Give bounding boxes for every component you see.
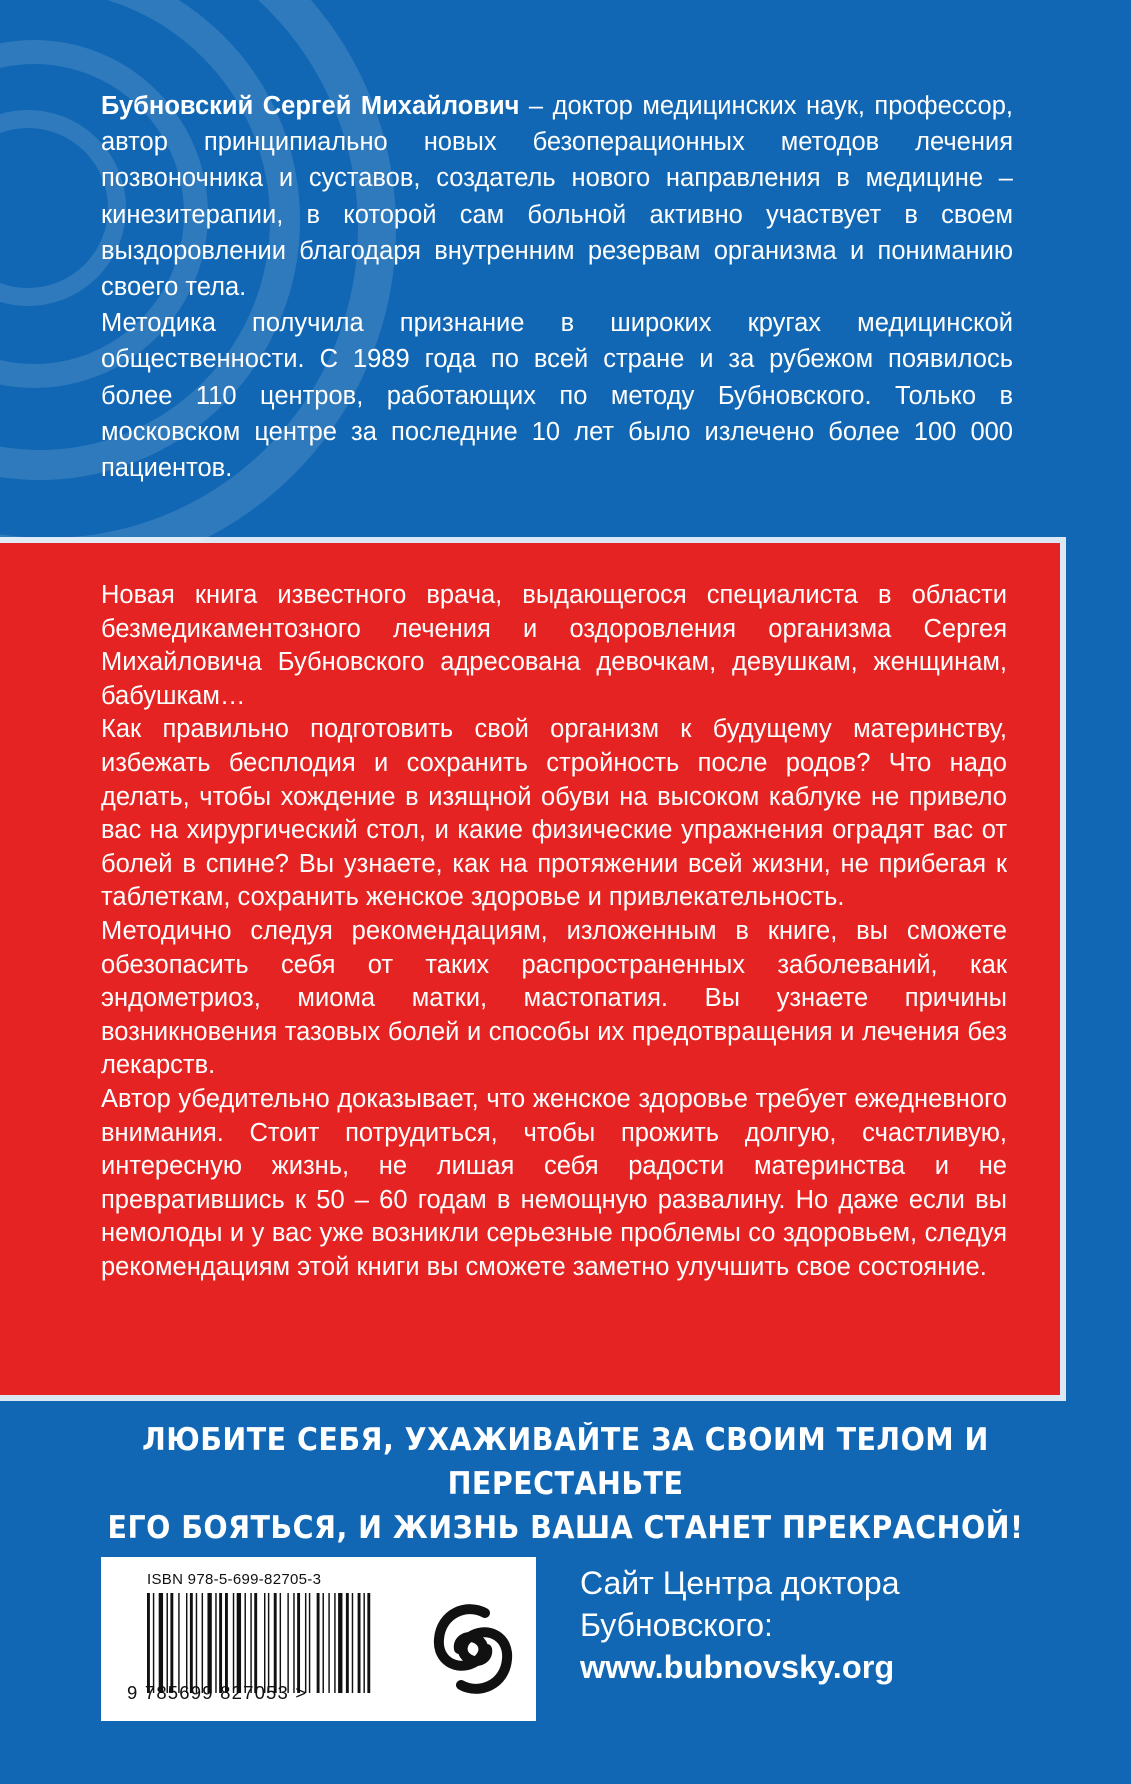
author-bio (101, 88, 1013, 305)
barcode-bar (334, 1593, 335, 1693)
blurb-paragraph: Как правильно подготовить свой организм к будущему материнству, избежать бесплодия и сохранить стройность после родов? Что надо делать, чтобы хождение в изящной обуви на высоком каблуке не привело вас на хирургический стол, и какие физические упражнения оградят вас от болей в спине? Вы узнаете, как на протяжении всей жизни, не прибегая к таблеткам, сохранить женское здоровье и привлекательность. (101, 715, 1007, 912)
barcode-bar (309, 1593, 310, 1693)
barcode-bar (215, 1593, 216, 1693)
barcode-bar (346, 1593, 349, 1693)
barcode-bar (287, 1593, 288, 1693)
barcode-bar (328, 1593, 329, 1693)
barcode-bar (233, 1593, 234, 1693)
barcode-bar (274, 1593, 277, 1693)
barcode-bar (190, 1593, 193, 1693)
barcode-bar (323, 1593, 324, 1693)
barcode-bar (363, 1593, 364, 1693)
barcode-bar (254, 1593, 257, 1693)
method-paragraph: Методика получила признание в широких кругах медицинской общественности. С 1989 года по всей стране и за рубежом появилось более 110 центров, работающих по методу Бубновского. Только в московском центре за последние 10 лет было излечено более 100 000 пациентов. (101, 309, 1013, 483)
isbn-label: ISBN 978-5-699-82705-3 (147, 1571, 322, 1588)
barcode-bar (167, 1593, 168, 1693)
blurb-panel (0, 543, 1060, 1395)
barcode-bar (317, 1593, 320, 1693)
author-section (101, 88, 1013, 486)
barcode-bar (245, 1593, 246, 1693)
slogan-line: ЛЮБИТЕ СЕБЯ, УХАЖИВАЙТЕ ЗА СВОИМ ТЕЛОМ И ПЕРЕСТАНЬТЕ (142, 1422, 989, 1502)
barcode-digits: 9 785699 827053 > (127, 1682, 308, 1703)
barcode-bar (367, 1593, 370, 1693)
slogan (100, 1418, 1030, 1550)
slogan-line: ЕГО БОЯТЬСЯ, И ЖИЗНЬ ВАША СТАНЕТ ПРЕКРАСНОЙ! (107, 1510, 1024, 1546)
barcode-bar (358, 1593, 361, 1693)
author-name: Бубновский Сергей Михайлович (101, 92, 520, 120)
site-line: Бубновского: (580, 1607, 773, 1643)
barcode-bar (237, 1593, 241, 1693)
eksmo-logo-icon (427, 1599, 517, 1699)
barcode-bar (196, 1593, 197, 1693)
barcode-bar (293, 1593, 294, 1693)
barcode-bar (280, 1593, 281, 1693)
barcode-bar (219, 1593, 222, 1693)
barcode-bar (147, 1593, 150, 1693)
barcode-bar (338, 1593, 342, 1693)
blurb-paragraph: Новая книга известного врача, выдающегося специалиста в области безмедикаментозного лечения и оздоровления организма Сергея Михайловича Бубновского адресована девочкам, девушкам, женщинам, бабушкам… (101, 581, 1007, 710)
barcode-bar (178, 1593, 179, 1693)
blurb-text (101, 579, 1007, 1284)
barcode-bar (305, 1593, 306, 1693)
barcode-bar (170, 1593, 173, 1693)
barcode-bar (202, 1593, 203, 1693)
barcode-bar (268, 1593, 269, 1693)
site-url[interactable]: www.bubnovsky.org (580, 1649, 895, 1685)
blurb-paragraph: Автор убедительно доказывает, что женское здоровье требует ежедневного внимания. Стоит потрудиться, чтобы прожить долгую, счастливую, интересную жизнь, не лишая себя радости материнства и не превратившись к 50 – 60 годам в немощную развалину. Но даже если вы немолоды и у вас уже возникли серьезные проблемы со здоровьем, следуя рекомендациям этой книги вы сможете заметно улучшить свое состояние. (101, 1084, 1007, 1281)
blurb-paragraph: Методично следуя рекомендациям, изложенным в книге, вы сможете обезопасить себя от таких распространенных заболеваний, как эндометриоз, миома матки, мастопатия. Вы узнаете причины возникновения тазовых болей и способы их предотвращения и лечения без лекарств. (101, 916, 1007, 1080)
barcode-bar (297, 1593, 300, 1693)
barcode-bar (225, 1593, 228, 1693)
site-info (580, 1562, 899, 1688)
barcode-bars (147, 1593, 447, 1693)
barcode-bar (159, 1593, 163, 1693)
barcode-bar (207, 1593, 211, 1693)
barcode-box (101, 1557, 536, 1721)
author-bio-text: – доктор медицинских наук, профессор, автор принципиально новых безоперационных методов лечения позвоночника и суставов, создатель нового направления в медицине – кинезитерапии, в которой сам больной активно участвует в своем выздоровлении благодаря внутренним резервам организма и пониманию своего тела. (101, 92, 1013, 302)
barcode-bar (153, 1593, 154, 1693)
barcode-bar (264, 1593, 265, 1693)
barcode-bar (186, 1593, 187, 1693)
site-line: Сайт Центра доктора (580, 1565, 900, 1601)
barcode-bar (250, 1593, 251, 1693)
barcode-bar (352, 1593, 353, 1693)
